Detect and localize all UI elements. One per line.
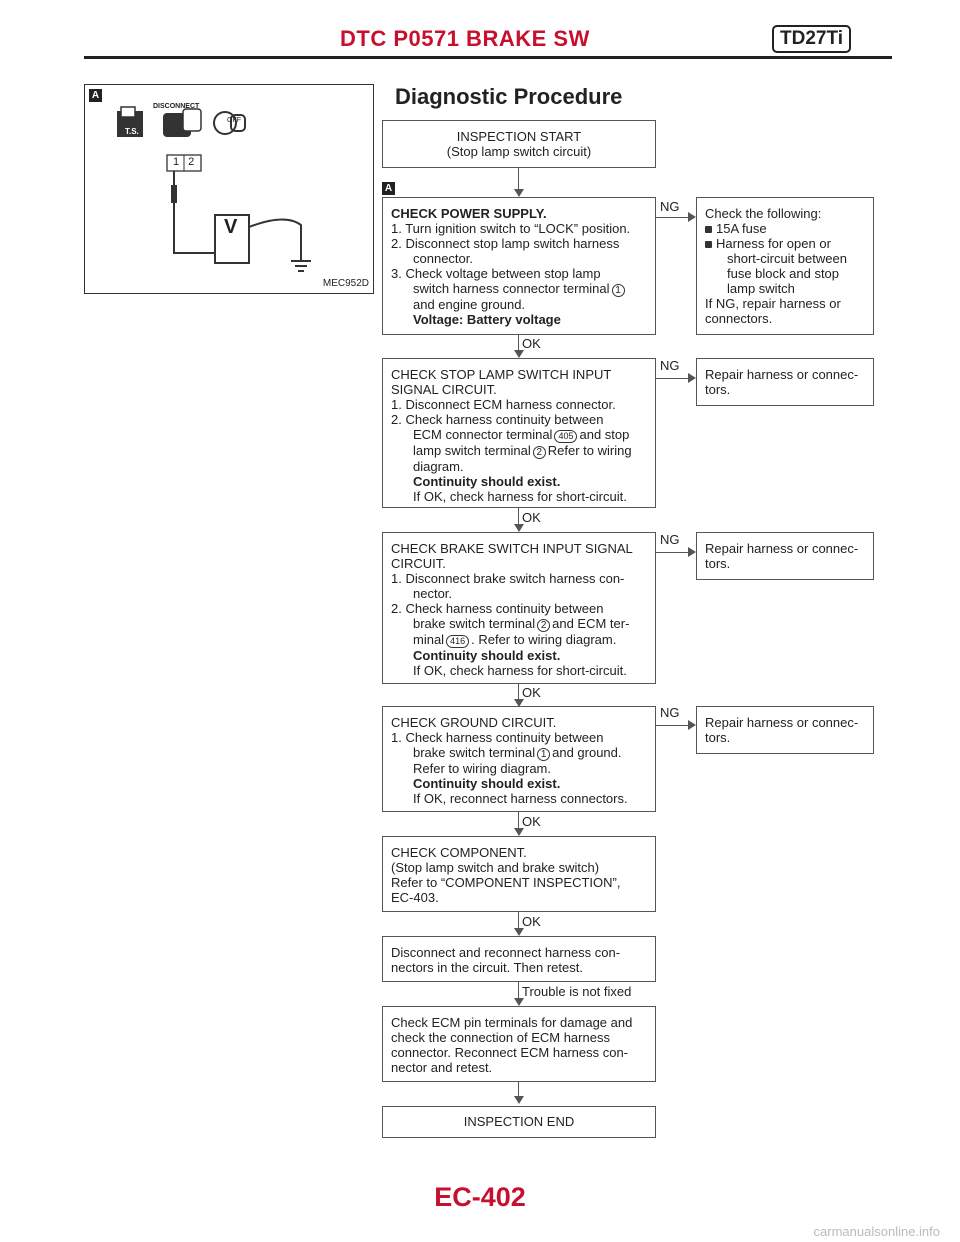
arrow-down — [514, 828, 524, 836]
step-line: check the connection of ECM harness — [391, 1030, 610, 1045]
step-line: and stop — [579, 427, 630, 442]
flow-tag: A — [382, 182, 395, 195]
arrow-right — [688, 212, 696, 222]
step-check-ecm-pins — [382, 1006, 656, 1082]
end-line: INSPECTION END — [463, 1114, 575, 1129]
step-line: 2. Check harness continuity between — [391, 412, 604, 427]
step-line: 1. Disconnect ECM harness connector. — [391, 397, 616, 412]
step-title: CHECK STOP LAMP SWITCH INPUT — [391, 367, 612, 382]
figure-caption: MEC952D — [322, 278, 369, 289]
figure-tag: A — [89, 89, 102, 102]
step-line: nectors in the circuit. Then retest. — [391, 960, 583, 975]
step-line: minal — [413, 632, 445, 647]
page-header-title: DTC P0571 BRAKE SW — [340, 26, 590, 51]
ok-label: OK — [522, 685, 541, 700]
step-check-component — [382, 836, 656, 912]
step-line: SIGNAL CIRCUIT. — [391, 382, 497, 397]
watermark: carmanualsonline.info — [813, 1224, 940, 1239]
step-line: If OK, check harness for short-circuit. — [413, 489, 627, 504]
step-line: connector. Reconnect ECM harness con- — [391, 1045, 629, 1060]
step-line: 2. Disconnect stop lamp switch harness — [391, 236, 620, 251]
step-check-brake-switch — [382, 532, 656, 684]
arrow-down — [514, 1096, 524, 1104]
spec-value: Continuity should exist. — [413, 474, 561, 489]
inspection-start-box — [382, 120, 656, 168]
step-line: If OK, check harness for short-circuit. — [413, 663, 627, 678]
ok-label: OK — [522, 914, 541, 929]
step-line: 3. Check voltage between stop lamp — [391, 266, 601, 281]
step-line: switch harness connector terminal — [413, 281, 610, 296]
ng-label: NG — [660, 532, 680, 547]
step-line: diagram. — [413, 459, 464, 474]
action-line: tors. — [705, 730, 731, 745]
step-line: Disconnect and reconnect harness con- — [391, 945, 621, 960]
step-title: CHECK COMPONENT. — [391, 845, 527, 860]
action-line: Repair harness or connec- — [705, 367, 859, 382]
step-line: Check ECM pin terminals for damage and — [391, 1015, 633, 1030]
action-line: Repair harness or connec- — [705, 541, 859, 556]
terminal-marker: 416 — [446, 635, 469, 648]
terminal-marker: 1 — [612, 284, 625, 297]
bullet-icon — [705, 226, 712, 233]
spec-value: Continuity should exist. — [413, 648, 561, 663]
ts-label: T.S. — [125, 127, 139, 136]
ng-label: NG — [660, 199, 680, 214]
ng-label: NG — [660, 358, 680, 373]
arrow-right — [688, 547, 696, 557]
step-title: CHECK POWER SUPPLY. — [391, 206, 547, 221]
step-line: (Stop lamp switch and brake switch) — [391, 860, 600, 875]
action-line: fuse block and stop — [727, 266, 840, 281]
step-check-stop-lamp-switch — [382, 358, 656, 508]
step-line: If OK, reconnect harness connectors. — [413, 791, 628, 806]
arrow-right — [688, 373, 696, 383]
ok-label: OK — [522, 814, 541, 829]
step-line: EC-403. — [391, 890, 439, 905]
ng-label: NG — [660, 705, 680, 720]
action-line: tors. — [705, 382, 731, 397]
step-line: and ECM ter- — [552, 616, 630, 631]
terminal-marker: 1 — [537, 748, 550, 761]
ng-action-repair — [696, 358, 874, 406]
step-reconnect-retest — [382, 936, 656, 982]
step-line: 1. Check harness continuity between — [391, 730, 604, 745]
arrow-down — [514, 350, 524, 358]
spec-value: Continuity should exist. — [413, 776, 561, 791]
inspection-end-box — [382, 1106, 656, 1138]
ok-label: OK — [522, 336, 541, 351]
step-line: nector. — [413, 586, 453, 601]
action-line: Check the following: — [705, 206, 822, 221]
action-line: lamp switch — [727, 281, 795, 296]
engine-badge: TD27Ti — [772, 25, 851, 53]
arrow-down — [514, 998, 524, 1006]
step-line: 2. Check harness continuity between — [391, 601, 604, 616]
terminal-marker: 2 — [533, 446, 546, 459]
step-line: 1. Turn ignition switch to “LOCK” position. — [391, 221, 631, 236]
step-title: CHECK BRAKE SWITCH INPUT SIGNAL — [391, 541, 633, 556]
action-line: If NG, repair harness or — [705, 296, 841, 311]
action-line: Harness for open or — [716, 236, 831, 251]
arrow-down — [514, 189, 524, 197]
step-line: Refer to “COMPONENT INSPECTION”, — [391, 875, 621, 890]
step-line: brake switch terminal — [413, 616, 536, 631]
step-line: ECM connector terminal — [413, 427, 553, 442]
action-line: tors. — [705, 556, 731, 571]
terminal-marker: 405 — [554, 430, 577, 443]
step-line: and ground. — [552, 745, 622, 760]
arrow-down — [514, 524, 524, 532]
action-line: 15A fuse — [716, 221, 767, 236]
circuit-figure — [84, 84, 374, 294]
disconnect-label: DISCONNECT — [153, 103, 200, 110]
step-check-power-supply — [382, 197, 656, 335]
step-line: 1. Disconnect brake switch harness con- — [391, 571, 625, 586]
action-line: Repair harness or connec- — [705, 715, 859, 730]
spec-value: Voltage: Battery voltage — [413, 312, 561, 327]
arrow-down — [514, 928, 524, 936]
off-label: OFF — [227, 117, 241, 124]
ng-action-repair — [696, 706, 874, 754]
ng-action-repair — [696, 532, 874, 580]
step-line: lamp switch terminal — [413, 443, 531, 458]
action-line: short-circuit between — [727, 251, 847, 266]
terminal-marker: 2 — [537, 619, 550, 632]
step-line: brake switch terminal — [413, 745, 536, 760]
step-check-ground-circuit — [382, 706, 656, 812]
voltmeter-label: V — [224, 216, 238, 238]
step-line: CIRCUIT. — [391, 556, 446, 571]
section-heading: Diagnostic Procedure — [395, 84, 623, 109]
step-line: and engine ground. — [413, 297, 526, 312]
ok-label: OK — [522, 510, 541, 525]
arrow-right — [688, 720, 696, 730]
start-line: INSPECTION START — [456, 129, 582, 144]
step-line: Refer to wiring diagram. — [413, 761, 551, 776]
page-number: EC-402 — [434, 1182, 526, 1212]
step-line: connector. — [413, 251, 473, 266]
connector-icon — [163, 109, 201, 137]
step-line: Refer to wiring — [547, 443, 632, 458]
step-line: . Refer to wiring diagram. — [471, 632, 617, 647]
bullet-icon — [705, 241, 712, 248]
start-subtitle: (Stop lamp switch circuit) — [446, 144, 592, 159]
action-line: connectors. — [705, 311, 773, 326]
step-title: CHECK GROUND CIRCUIT. — [391, 715, 557, 730]
not-fixed-label: Trouble is not fixed — [522, 984, 632, 999]
pin-numbers: 1 2 — [173, 156, 195, 168]
step-line: nector and retest. — [391, 1060, 493, 1075]
header-rule — [84, 56, 892, 59]
ng-action-check — [696, 197, 874, 335]
